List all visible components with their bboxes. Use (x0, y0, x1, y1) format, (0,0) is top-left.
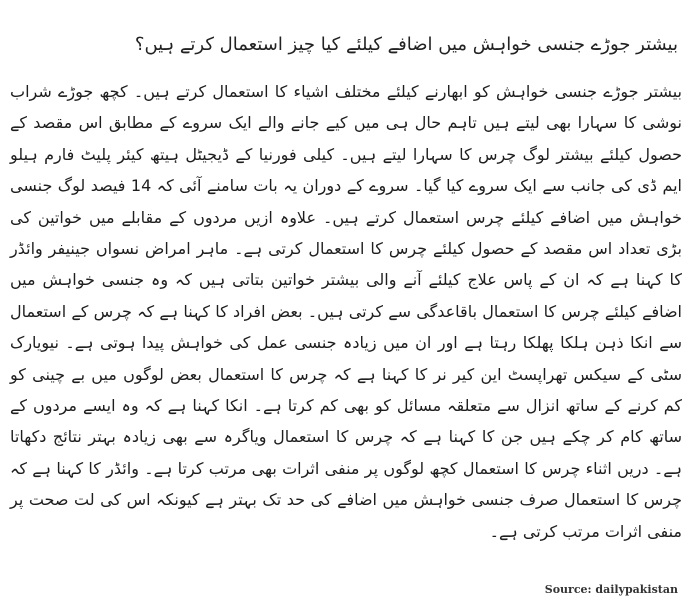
article (10, 30, 682, 547)
article-title: بیشتر جوڑے جنسی خواہش میں اضافے کیلئے کیا چیز استعمال کرتے ہیں؟ (134, 34, 678, 55)
source-credit: Source: dailypakistan (544, 583, 678, 596)
article-body: بیشتر جوڑے جنسی خواہش کو ابھارنے کیلئے مختلف اشیاء کا استعمال کرتے ہیں۔ کچھ جوڑے شراب نوشی کا سہارا بھی لیتے ہیں تاہم حال ہی میں کیے جانے والے ایک سروے کے مطابق اس مقصد کے حصول کیلئے بیشتر لوگ چرس کا سہارا لیتے ہیں۔ کیلی فورنیا کے ڈیجیٹل ہیتھ کیئر پلیٹ فارم ہیلو ایم ڈی کی جانب سے ایک سروے کیا گیا۔ سروے کے دوران یہ بات سامنے آئی کہ 14 فیصد لوگ جنسی خواہش میں اضافے کیلئے چرس استعمال کرتے ہیں۔ علاوہ ازیں مردوں کے مقابلے میں خواتین کی بڑی تعداد اس مقصد کے حصول کیلئے چرس کا استعمال کرتی ہے۔ ماہر امراض نسواں جینیفر وائڈر کا کہنا ہے کہ ان کے پاس علاج کیلئے آنے والی بیشتر خواتین بتاتی ہیں کہ وہ جنسی خواہش میں اضافے کیلئے چرس کا استعمال باقاعدگی سے کرتی ہیں۔ بعض افراد کا کہنا ہے کہ چرس کے استعمال سے انکا ذہن ہلکا پھلکا رہتا ہے اور ان میں زیادہ جنسی عمل کی خواہش پیدا ہوتی ہے۔ نیویارک سٹی کے سیکس تھراپسٹ این کیر نر کا کہنا ہے کہ چرس کا استعمال بعض لوگوں میں بے چینی کو کم کرنے کے ساتھ انزال سے متعلقہ مسائل کو بھی کم کرتا ہے۔ انکا کہنا ہے کہ وہ ایسے مردوں کے ساتھ کام کر چکے ہیں جن کا کہنا ہے کہ چرس کا استعمال ویاگرہ سے بھی زیادہ بہتر نتائج دکھاتا ہے۔ دریں اثناء چرس کا استعمال کچھ لوگوں پر منفی اثرات بھی مرتب کرتا ہے۔ وائڈر کا کہنا ہے کہ چرس کا استعمال صرف جنسی خواہش میں اضافے کی حد تک بہتر ہے کیونکہ اس کی لت صحت پر منفی اثرات مرتب کرتی ہے۔ (10, 82, 683, 541)
